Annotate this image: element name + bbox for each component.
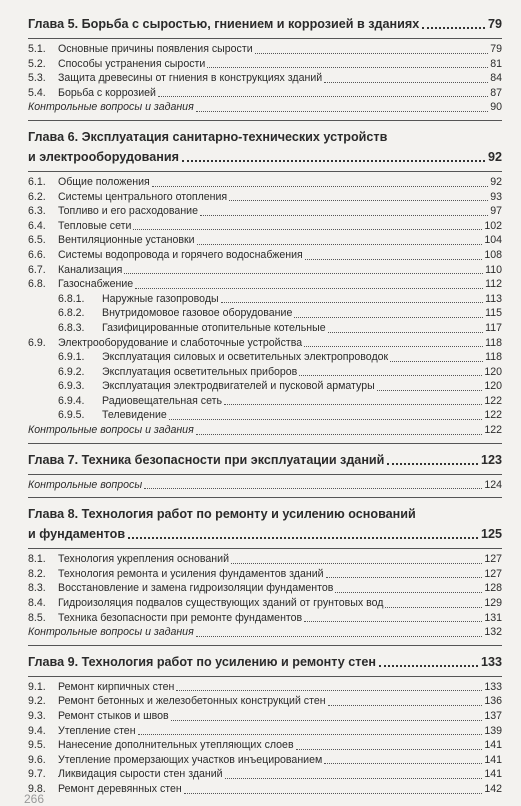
section-page-number: 122 [484, 409, 502, 422]
dot-leader [128, 537, 478, 539]
section-title: Техника безопасности при ремонте фундаментов [58, 611, 303, 624]
section-page-number: 141 [484, 739, 502, 752]
section-entry[interactable] [28, 694, 502, 709]
chapter-divider [28, 676, 502, 677]
subsection-entry[interactable] [28, 394, 502, 409]
section-page-number: 132 [484, 626, 502, 639]
dot-leader [197, 244, 483, 245]
section-page-number: 87 [490, 86, 502, 99]
section-page-number: 117 [485, 321, 502, 334]
section-page-number: 129 [484, 597, 502, 610]
chapter-title: и фундаментов [28, 527, 126, 542]
section-title: Ликвидация сырости стен зданий [58, 768, 223, 781]
chapter-title-text: Глава 8. Технология работ по ремонту и усилению оснований [28, 507, 416, 522]
section-number: 6.2. [28, 190, 46, 203]
section-page-number: 112 [485, 278, 502, 291]
chapter-page-number: 125 [480, 527, 502, 542]
section-title: Радиовещательная сеть [102, 394, 222, 407]
section-number: 6.9.3. [58, 380, 85, 393]
dot-leader [184, 793, 483, 794]
section-page-number: 137 [484, 710, 502, 722]
section-title: Утепление стен [58, 724, 136, 737]
review-questions-entry[interactable] [28, 478, 502, 493]
dot-leader [229, 200, 488, 201]
section-number: 6.8.3. [58, 321, 85, 334]
section-page-number: 118 [485, 351, 502, 364]
section-title: Нанесение дополнительных утепляющих слоев [58, 739, 294, 752]
chapter-heading[interactable] [28, 450, 502, 470]
section-page-number: 120 [484, 380, 502, 393]
section-entry[interactable] [28, 709, 502, 724]
dot-leader [224, 404, 482, 405]
dot-leader [225, 778, 483, 779]
dot-leader [207, 67, 488, 68]
section-title: Контрольные вопросы и задания [28, 626, 194, 639]
section-entry[interactable] [28, 336, 502, 351]
chapter-title: и электрооборудования [28, 149, 179, 164]
dot-leader [200, 215, 488, 216]
chapter-divider [28, 171, 502, 172]
section-number: 9.6. [28, 753, 46, 766]
section-number: 9.4. [28, 724, 46, 737]
section-title: Эксплуатация осветительных приборов [102, 365, 298, 378]
section-page-number: 110 [485, 263, 502, 276]
section-entry[interactable] [28, 724, 502, 739]
chapter-block [28, 127, 502, 444]
chapter-end-divider [28, 497, 502, 498]
section-page-number: 128 [484, 582, 502, 595]
dot-leader [304, 346, 483, 347]
section-number: 6.3. [28, 205, 46, 218]
section-page-number: 102 [484, 219, 502, 232]
chapter-heading[interactable] [28, 652, 502, 672]
section-number: 9.8. [28, 782, 46, 795]
section-number: 6.9.2. [58, 365, 85, 378]
section-entry[interactable] [28, 86, 502, 101]
section-entry[interactable] [28, 57, 502, 72]
section-page-number: 92 [490, 175, 502, 188]
dot-leader [182, 160, 485, 162]
section-title: Канализация [58, 263, 123, 276]
section-page-number: 93 [490, 190, 502, 203]
section-page-number: 115 [485, 307, 502, 320]
section-entry[interactable] [28, 611, 502, 626]
chapter-heading[interactable] [28, 147, 502, 167]
chapter-title: Глава 7. Техника безопасности при эксплуатации зданий [28, 452, 385, 467]
dot-leader [387, 463, 478, 465]
chapter-end-divider [28, 120, 502, 121]
section-number: 9.5. [28, 739, 46, 752]
section-title: Газоснабжение [58, 278, 134, 291]
section-page-number: 131 [484, 611, 502, 624]
section-page-number: 141 [484, 753, 502, 766]
dot-leader [385, 607, 482, 608]
section-title: Ремонт деревянных стен [58, 782, 182, 795]
section-title: Технология укрепления оснований [58, 553, 229, 566]
chapter-end-divider [28, 443, 502, 444]
review-questions-entry[interactable] [28, 100, 502, 115]
section-entry[interactable] [28, 567, 502, 582]
chapter-page-number: 133 [480, 654, 502, 669]
section-number: 9.2. [28, 695, 46, 708]
subsection-entry[interactable] [28, 292, 502, 307]
dot-leader [304, 621, 482, 622]
section-title: Утепление промерзающих участков инъецированием [58, 753, 323, 766]
section-entry[interactable] [28, 738, 502, 753]
section-number: 5.1. [28, 43, 46, 55]
section-number: 8.4. [28, 597, 46, 610]
section-page-number: 104 [484, 234, 502, 247]
section-page-number: 97 [490, 205, 502, 218]
chapter-end-divider [28, 645, 502, 646]
section-title: Контрольные вопросы и задания [28, 101, 194, 114]
section-number: 5.2. [28, 57, 46, 70]
section-number: 9.3. [28, 710, 46, 722]
section-number: 8.5. [28, 611, 46, 624]
section-page-number: 108 [484, 248, 502, 261]
section-number: 6.6. [28, 248, 46, 261]
section-page-number: 127 [484, 567, 502, 580]
section-title: Ремонт стыков и швов [58, 710, 169, 722]
section-page-number: 122 [484, 394, 502, 407]
section-entry[interactable] [28, 204, 502, 219]
section-number: 6.8.1. [58, 292, 85, 305]
section-title: Гидроизоляция подвалов существующих зданий от грунтовых вод [58, 597, 384, 610]
chapter-block [28, 450, 502, 499]
chapter-title-line [28, 127, 502, 147]
review-questions-entry[interactable] [28, 625, 502, 640]
section-page-number: 81 [490, 57, 502, 70]
section-entry[interactable] [28, 680, 502, 695]
section-page-number: 142 [484, 782, 502, 795]
dot-leader [221, 302, 483, 303]
chapter-divider [28, 38, 502, 39]
section-page-number: 127 [484, 553, 502, 566]
section-number: 5.3. [28, 72, 46, 85]
chapter-heading[interactable] [28, 524, 502, 544]
section-title: Вентиляционные установки [58, 234, 195, 247]
dot-leader [326, 577, 483, 578]
dot-leader [294, 317, 483, 318]
section-number: 6.4. [28, 219, 46, 232]
section-entry[interactable] [28, 782, 502, 797]
dot-leader [196, 636, 483, 637]
section-page-number: 124 [484, 478, 502, 491]
chapter-page-number: 123 [480, 452, 502, 467]
section-entry[interactable] [28, 233, 502, 248]
section-number: 6.7. [28, 263, 46, 276]
section-page-number: 84 [490, 72, 502, 85]
dot-leader [158, 96, 488, 97]
chapter-title: Глава 9. Технология работ по усилению и ремонту стен [28, 654, 377, 669]
section-title: Системы водопровода и горячего водоснабжения [58, 248, 303, 261]
section-page-number: 136 [484, 695, 502, 708]
dot-leader [305, 259, 483, 260]
section-title: Эксплуатация электродвигателей и пусковой арматуры [102, 380, 375, 393]
section-title: Контрольные вопросы [28, 478, 143, 491]
section-title: Ремонт кирпичных стен [58, 680, 175, 693]
dot-leader [324, 82, 488, 83]
section-number: 6.1. [28, 175, 46, 188]
section-page-number: 90 [490, 101, 502, 114]
section-entry[interactable] [28, 581, 502, 596]
dot-leader [231, 563, 482, 564]
section-title: Топливо и его расходование [58, 205, 198, 218]
section-title: Газифицированные отопительные котельные [102, 321, 326, 334]
section-title: Основные причины появления сырости [58, 43, 253, 55]
section-entry[interactable] [28, 753, 502, 768]
dot-leader [196, 434, 483, 435]
section-title: Технология ремонта и усиления фундаментов зданий [58, 567, 324, 580]
dot-leader [296, 749, 483, 750]
section-entry[interactable] [28, 175, 502, 190]
chapter-divider [28, 474, 502, 475]
section-page-number: 141 [484, 768, 502, 781]
dot-leader [255, 53, 489, 54]
dot-leader [176, 690, 482, 691]
section-title: Защита древесины от гниения в конструкциях зданий [58, 72, 323, 85]
chapter-page-number: 92 [487, 149, 502, 164]
subsection-entry[interactable] [28, 379, 502, 394]
section-title: Контрольные вопросы и задания [28, 424, 194, 437]
subsection-entry[interactable] [28, 306, 502, 321]
section-number: 6.8.2. [58, 307, 85, 320]
section-entry[interactable] [28, 42, 502, 57]
dot-leader [171, 720, 483, 721]
section-number: 6.9. [28, 336, 46, 349]
chapter-divider [28, 548, 502, 549]
dot-leader [144, 488, 482, 489]
dot-leader [328, 332, 484, 333]
section-page-number: 133 [484, 680, 502, 693]
section-title: Телевидение [102, 409, 167, 422]
section-title: Тепловые сети [58, 219, 132, 232]
section-number: 6.5. [28, 234, 46, 247]
section-entry[interactable] [28, 190, 502, 205]
table-of-contents [28, 14, 502, 799]
section-title: Борьба с коррозией [58, 86, 156, 99]
review-questions-entry[interactable] [28, 423, 502, 438]
dot-leader [335, 592, 482, 593]
section-entry[interactable] [28, 71, 502, 86]
section-title: Общие положения [58, 175, 150, 188]
section-entry[interactable] [28, 277, 502, 292]
section-number: 8.1. [28, 553, 46, 566]
section-page-number: 79 [490, 43, 502, 55]
section-number: 5.4. [28, 86, 46, 99]
section-number: 8.3. [28, 582, 46, 595]
dot-leader [138, 734, 483, 735]
dot-leader [390, 361, 483, 362]
chapter-page-number: 79 [487, 17, 502, 31]
section-number: 8.2. [28, 567, 46, 580]
dot-leader [379, 665, 478, 667]
subsection-entry[interactable] [28, 365, 502, 380]
section-number: 6.9.4. [58, 394, 85, 407]
page-number: 266 [24, 792, 45, 806]
chapter-title-text: Глава 6. Эксплуатация санитарно-технических устройств [28, 129, 388, 144]
section-title: Восстановление и замена гидроизоляции фундаментов [58, 582, 334, 595]
section-page-number: 122 [484, 424, 502, 437]
chapter-title-line [28, 504, 502, 524]
section-entry[interactable] [28, 219, 502, 234]
section-page-number: 120 [484, 365, 502, 378]
section-page-number: 118 [485, 336, 502, 349]
subsection-entry[interactable] [28, 408, 502, 423]
dot-leader [377, 390, 483, 391]
chapter-heading[interactable] [28, 14, 502, 34]
dot-leader [133, 229, 482, 230]
section-title: Внутридомовое газовое оборудование [102, 307, 293, 320]
subsection-entry[interactable] [28, 321, 502, 336]
dot-leader [135, 288, 483, 289]
section-entry[interactable] [28, 248, 502, 263]
section-entry[interactable] [28, 596, 502, 611]
dot-leader [299, 375, 482, 376]
section-entry[interactable] [28, 767, 502, 782]
dot-leader [169, 419, 483, 420]
section-number: 6.9.1. [58, 351, 85, 364]
section-number: 6.9.5. [58, 409, 85, 422]
section-title: Электрооборудование и слаботочные устройства [58, 336, 303, 349]
section-number: 9.7. [28, 768, 46, 781]
section-title: Эксплуатация силовых и осветительных электропроводок [102, 351, 389, 364]
dot-leader [324, 763, 482, 764]
section-entry[interactable] [28, 552, 502, 567]
dot-leader [152, 186, 488, 187]
chapter-block [28, 652, 502, 797]
dot-leader [196, 111, 488, 112]
dot-leader [422, 27, 485, 29]
subsection-entry[interactable] [28, 350, 502, 365]
section-title: Ремонт бетонных и железобетонных конструкций стен [58, 695, 326, 708]
section-title: Системы центрального отопления [58, 190, 228, 203]
section-page-number: 139 [484, 724, 502, 737]
section-number: 6.8. [28, 278, 46, 291]
chapter-block [28, 504, 502, 646]
chapter-title: Глава 5. Борьба с сыростью, гниением и коррозией в зданиях [28, 17, 420, 31]
section-title: Способы устранения сырости [58, 57, 206, 70]
section-entry[interactable] [28, 263, 502, 278]
dot-leader [124, 273, 483, 274]
dot-leader [328, 705, 483, 706]
section-page-number: 113 [485, 292, 502, 305]
section-title: Наружные газопроводы [102, 292, 219, 305]
section-number: 9.1. [28, 680, 46, 693]
chapter-block [28, 14, 502, 121]
